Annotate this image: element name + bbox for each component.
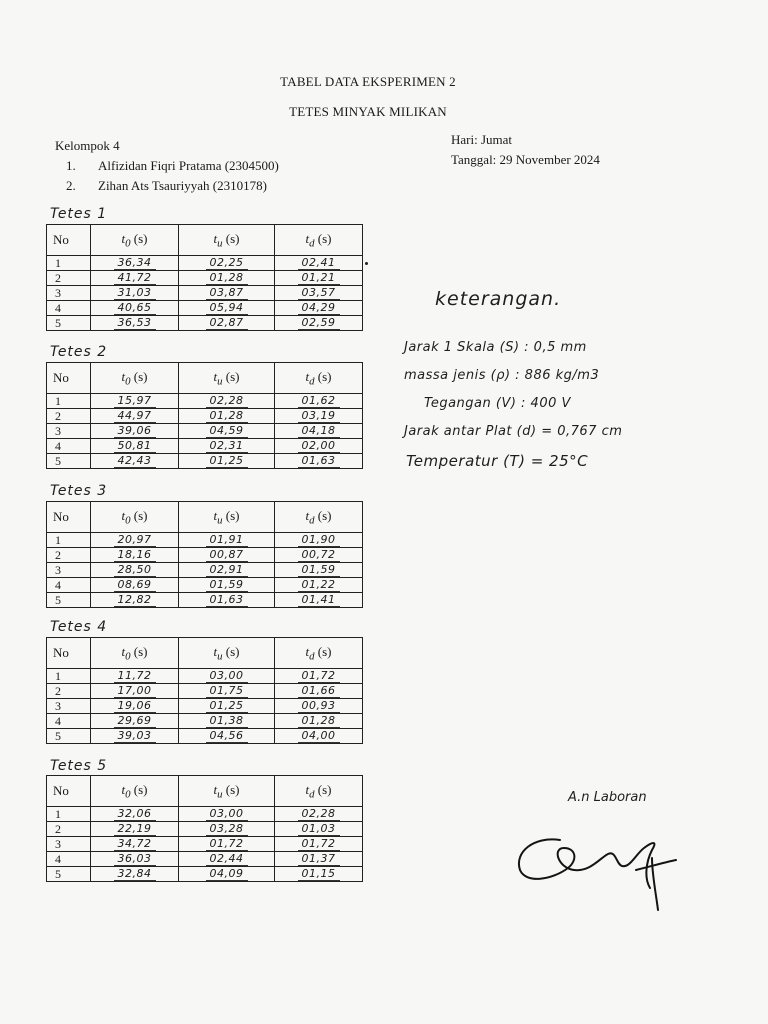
- member-number: 1.: [66, 158, 76, 173]
- cell-t0: 17,00: [91, 684, 179, 699]
- cell-tu: 03,00: [179, 807, 275, 822]
- col-header-td: $t_d$ (s): [275, 225, 363, 256]
- cell-t0: 11,72: [91, 669, 179, 684]
- document-title: TABEL DATA EKSPERIMEN 2: [280, 74, 456, 89]
- cell-t0: 50,81: [91, 439, 179, 454]
- cell-no: 1: [47, 533, 91, 548]
- cell-tu: 03,00: [179, 669, 275, 684]
- cell-no: 1: [47, 256, 91, 271]
- tetes-label: Tetes 4: [50, 619, 108, 635]
- cell-no: 5: [47, 867, 91, 882]
- keterangan-line: Jarak antar Plat (d) = 0,767 cm: [404, 424, 623, 439]
- cell-tu: 04,09: [179, 867, 275, 882]
- cell-td: 01,28: [275, 714, 363, 729]
- cell-tu: 01,59: [179, 578, 275, 593]
- cell-tu: 02,25: [179, 256, 275, 271]
- table-row: [47, 563, 363, 578]
- cell-tu: 01,72: [179, 837, 275, 852]
- tetes-label: Tetes 1: [50, 206, 108, 222]
- cell-no: 2: [47, 548, 91, 563]
- tetes-label: Tetes 5: [50, 758, 108, 774]
- cell-no: 3: [47, 699, 91, 714]
- cell-t0: 42,43: [91, 454, 179, 469]
- cell-tu: 01,75: [179, 684, 275, 699]
- tetes-label: Tetes 2: [50, 344, 108, 360]
- cell-tu: 04,59: [179, 424, 275, 439]
- col-header-no: No: [47, 225, 91, 256]
- cell-tu: 00,87: [179, 548, 275, 563]
- cell-t0: 41,72: [91, 271, 179, 286]
- table-row: [47, 256, 363, 271]
- cell-td: 01,22: [275, 578, 363, 593]
- cell-td: 00,72: [275, 548, 363, 563]
- cell-no: 4: [47, 578, 91, 593]
- cell-no: 1: [47, 807, 91, 822]
- col-header-tu: $t_u$ (s): [179, 638, 275, 669]
- cell-t0: 12,82: [91, 593, 179, 608]
- cell-tu: 04,56: [179, 729, 275, 744]
- cell-t0: 31,03: [91, 286, 179, 301]
- cell-tu: 01,25: [179, 454, 275, 469]
- member-name: Zihan Ats Tsauriyyah (2310178): [98, 178, 267, 193]
- table-header-row: [47, 776, 363, 807]
- table-header-row: [47, 363, 363, 394]
- signature: [512, 818, 682, 914]
- tetes-table: [46, 224, 363, 331]
- cell-no: 3: [47, 563, 91, 578]
- col-header-td: $t_d$ (s): [275, 638, 363, 669]
- col-header-t0: $t_0$ (s): [91, 225, 179, 256]
- cell-t0: 32,06: [91, 807, 179, 822]
- table-row: [47, 822, 363, 837]
- cell-tu: 01,38: [179, 714, 275, 729]
- cell-no: 5: [47, 729, 91, 744]
- col-header-td: $t_d$ (s): [275, 363, 363, 394]
- keterangan-line: Temperatur (T) = 25°C: [406, 452, 589, 470]
- day-label: Hari: Jumat: [451, 132, 513, 147]
- cell-t0: 36,03: [91, 852, 179, 867]
- cell-tu: 02,91: [179, 563, 275, 578]
- cell-t0: 32,84: [91, 867, 179, 882]
- cell-td: 02,00: [275, 439, 363, 454]
- cell-td: 01,66: [275, 684, 363, 699]
- cell-no: 5: [47, 316, 91, 331]
- table-row: [47, 548, 363, 563]
- col-header-td: $t_d$ (s): [275, 776, 363, 807]
- cell-no: 2: [47, 822, 91, 837]
- cell-td: 02,59: [275, 316, 363, 331]
- cell-td: 01,37: [275, 852, 363, 867]
- cell-no: 4: [47, 714, 91, 729]
- col-header-t0: $t_0$ (s): [91, 638, 179, 669]
- table-row: [47, 714, 363, 729]
- cell-t0: 36,53: [91, 316, 179, 331]
- table-row: [47, 424, 363, 439]
- col-header-no: No: [47, 502, 91, 533]
- table-header-row: [47, 225, 363, 256]
- table-row: [47, 837, 363, 852]
- keterangan-line: Tegangan (V) : 400 V: [424, 396, 571, 411]
- cell-tu: 02,28: [179, 394, 275, 409]
- cell-tu: 05,94: [179, 301, 275, 316]
- cell-no: 2: [47, 409, 91, 424]
- member-1: [66, 158, 279, 174]
- table-row: [47, 316, 363, 331]
- cell-no: 3: [47, 424, 91, 439]
- group-label: Kelompok 4: [55, 138, 120, 153]
- cell-t0: 08,69: [91, 578, 179, 593]
- cell-t0: 15,97: [91, 394, 179, 409]
- col-header-no: No: [47, 776, 91, 807]
- table-row: [47, 454, 363, 469]
- document-subtitle: TETES MINYAK MILIKAN: [289, 104, 447, 119]
- cell-td: 03,57: [275, 286, 363, 301]
- cell-td: 03,19: [275, 409, 363, 424]
- table-row: [47, 807, 363, 822]
- col-header-tu: $t_u$ (s): [179, 363, 275, 394]
- table-row: [47, 394, 363, 409]
- cell-td: 04,29: [275, 301, 363, 316]
- col-header-tu: $t_u$ (s): [179, 776, 275, 807]
- member-name: Alfizidan Fiqri Pratama (2304500): [98, 158, 279, 173]
- cell-no: 4: [47, 301, 91, 316]
- table-row: [47, 271, 363, 286]
- table-row: [47, 409, 363, 424]
- col-header-no: No: [47, 638, 91, 669]
- col-header-tu: $t_u$ (s): [179, 502, 275, 533]
- table-header-row: [47, 502, 363, 533]
- cell-td: 01,72: [275, 669, 363, 684]
- cell-td: 01,41: [275, 593, 363, 608]
- cell-t0: 39,06: [91, 424, 179, 439]
- table-row: [47, 684, 363, 699]
- cell-t0: 36,34: [91, 256, 179, 271]
- cell-tu: 01,28: [179, 409, 275, 424]
- date-label: Tanggal: 29 November 2024: [451, 152, 600, 167]
- ink-dot: [365, 262, 368, 265]
- col-header-t0: $t_0$ (s): [91, 776, 179, 807]
- cell-no: 5: [47, 593, 91, 608]
- cell-td: 01,63: [275, 454, 363, 469]
- cell-t0: 20,97: [91, 533, 179, 548]
- keterangan-line: Jarak 1 Skala (S) : 0,5 mm: [404, 340, 587, 355]
- cell-t0: 18,16: [91, 548, 179, 563]
- cell-tu: 01,91: [179, 533, 275, 548]
- table-header-row: [47, 638, 363, 669]
- col-header-t0: $t_0$ (s): [91, 363, 179, 394]
- member-2: [66, 178, 267, 194]
- col-header-no: No: [47, 363, 91, 394]
- cell-td: 01,72: [275, 837, 363, 852]
- table-row: [47, 699, 363, 714]
- table-row: [47, 729, 363, 744]
- cell-tu: 01,25: [179, 699, 275, 714]
- table-row: [47, 867, 363, 882]
- cell-td: 02,28: [275, 807, 363, 822]
- cell-td: 01,21: [275, 271, 363, 286]
- cell-td: 01,62: [275, 394, 363, 409]
- cell-t0: 40,65: [91, 301, 179, 316]
- keterangan-line: massa jenis (ρ) : 886 kg/m3: [404, 368, 600, 383]
- cell-no: 4: [47, 439, 91, 454]
- member-number: 2.: [66, 178, 76, 193]
- cell-td: 04,00: [275, 729, 363, 744]
- cell-t0: 39,03: [91, 729, 179, 744]
- cell-no: 3: [47, 837, 91, 852]
- cell-no: 2: [47, 271, 91, 286]
- cell-t0: 34,72: [91, 837, 179, 852]
- table-row: [47, 578, 363, 593]
- col-header-t0: $t_0$ (s): [91, 502, 179, 533]
- tetes-table: [46, 775, 363, 882]
- cell-td: 02,41: [275, 256, 363, 271]
- cell-no: 3: [47, 286, 91, 301]
- cell-no: 4: [47, 852, 91, 867]
- cell-t0: 28,50: [91, 563, 179, 578]
- tetes-table: [46, 362, 363, 469]
- table-row: [47, 669, 363, 684]
- cell-t0: 29,69: [91, 714, 179, 729]
- cell-tu: 03,28: [179, 822, 275, 837]
- cell-td: 04,18: [275, 424, 363, 439]
- cell-no: 2: [47, 684, 91, 699]
- cell-td: 01,03: [275, 822, 363, 837]
- cell-tu: 03,87: [179, 286, 275, 301]
- table-row: [47, 301, 363, 316]
- table-row: [47, 439, 363, 454]
- cell-tu: 02,87: [179, 316, 275, 331]
- tetes-label: Tetes 3: [50, 483, 108, 499]
- col-header-td: $t_d$ (s): [275, 502, 363, 533]
- table-row: [47, 533, 363, 548]
- cell-tu: 01,28: [179, 271, 275, 286]
- cell-t0: 44,97: [91, 409, 179, 424]
- cell-td: 01,59: [275, 563, 363, 578]
- table-row: [47, 286, 363, 301]
- cell-td: 00,93: [275, 699, 363, 714]
- cell-td: 01,15: [275, 867, 363, 882]
- cell-tu: 02,44: [179, 852, 275, 867]
- cell-t0: 22,19: [91, 822, 179, 837]
- cell-no: 1: [47, 394, 91, 409]
- laboran-label: A.n Laboran: [568, 790, 647, 805]
- keterangan-title: keterangan.: [435, 288, 562, 310]
- cell-tu: 01,63: [179, 593, 275, 608]
- cell-no: 5: [47, 454, 91, 469]
- cell-no: 1: [47, 669, 91, 684]
- tetes-table: [46, 501, 363, 608]
- cell-t0: 19,06: [91, 699, 179, 714]
- col-header-tu: $t_u$ (s): [179, 225, 275, 256]
- table-row: [47, 852, 363, 867]
- table-row: [47, 593, 363, 608]
- cell-td: 01,90: [275, 533, 363, 548]
- cell-tu: 02,31: [179, 439, 275, 454]
- tetes-table: [46, 637, 363, 744]
